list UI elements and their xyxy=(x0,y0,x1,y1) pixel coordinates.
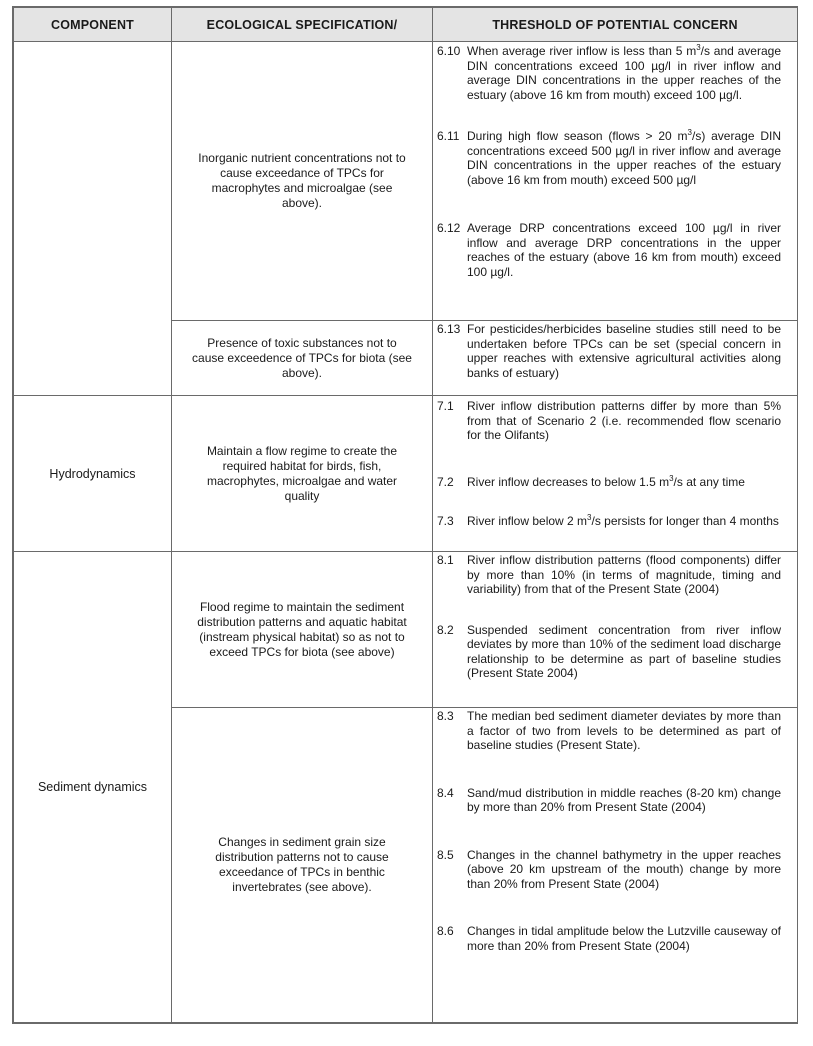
component-cell xyxy=(14,42,172,396)
tpc-text: Suspended sediment concentration from river inflow deviates by more than 10% of the sediment load discharge relationship to be determine as part of baseline studies (Present State 2004) xyxy=(467,622,781,680)
spec-cell: Flood regime to maintain the sediment distribution patterns and aquatic habitat (instream physical habitat) so as not to exceed TPCs for biota (see above) xyxy=(172,552,433,708)
tpc-number: 7.3 xyxy=(437,514,454,528)
tpc-number: 6.12 xyxy=(437,221,461,235)
tpc-text: River inflow below 2 $m^3/s$ persists for longer than 4 months xyxy=(467,513,779,528)
tpc-item xyxy=(433,322,797,380)
tpc-item xyxy=(433,623,797,681)
tpc-text: Average DRP concentrations exceed 100 µg/l in river inflow and average DRP concentrations in the upper reaches of the estuary (above 16 km from mouth) exceed 100 µg/l. xyxy=(467,221,781,279)
tpc-number: 8.6 xyxy=(437,924,454,938)
header-component: COMPONENT xyxy=(14,8,172,42)
tpc-number: 6.13 xyxy=(437,322,461,336)
tpc-cell xyxy=(433,552,798,708)
tpc-text: Changes in tidal amplitude below the Lutzville causeway of more than 20% from Present State (2004) xyxy=(467,924,781,953)
header-threshold: THRESHOLD OF POTENTIAL CONCERN xyxy=(433,8,798,42)
tpc-cell xyxy=(433,708,798,1023)
tpc-item xyxy=(433,848,797,892)
tpc-item xyxy=(433,44,797,102)
spec-cell: Presence of toxic substances not to cause exceedence of TPCs for biota (see above). xyxy=(172,321,433,396)
table-row xyxy=(14,42,798,321)
tpc-number: 6.11 xyxy=(437,129,460,143)
document-page xyxy=(12,6,798,1024)
tpc-cell xyxy=(433,321,798,396)
tpc-number: 8.5 xyxy=(437,847,454,862)
tpc-item xyxy=(433,924,797,953)
tpc-number: 7.1 xyxy=(437,399,454,413)
spec-cell: Inorganic nutrient concentrations not to cause exceedance of TPCs for macrophytes and microalgae (see above). xyxy=(172,42,433,321)
component-cell: Hydrodynamics xyxy=(14,396,172,552)
table-row xyxy=(14,552,798,708)
tpc-text: Sand/mud distribution in middle reaches (8-20 km) change by more than 20% from Present State (2004) xyxy=(467,785,781,814)
tpc-number: 8.4 xyxy=(437,785,454,800)
tpc-number: 6.10 xyxy=(437,44,461,58)
tpc-text: During high flow season (flows > 20 $m^3/s$) average DIN concentrations exceed 500 µg/l in river inflow and average DIN concentrations in the upper reaches of the estuary (above 16 km from mouth) exceed 500 µg/l xyxy=(467,128,781,187)
tpc-item xyxy=(433,399,797,443)
tpc-cell xyxy=(433,396,798,552)
spec-cell: Maintain a flow regime to create the required habitat for birds, fish, macrophytes, microalgae and water quality xyxy=(172,396,433,552)
header-specification: ECOLOGICAL SPECIFICATION/ xyxy=(172,8,433,42)
tpc-item xyxy=(433,129,797,187)
tpc-text: River inflow decreases to below 1.5 $m^3/s$ at any time xyxy=(467,473,745,489)
tpc-cell xyxy=(433,42,798,321)
tpc-table xyxy=(13,7,798,1023)
tpc-number: 8.3 xyxy=(437,709,454,723)
tpc-item xyxy=(433,786,797,815)
tpc-text: The median bed sediment diameter deviates by more than a factor of two from levels to be determined as part of baseline studies (Present State). xyxy=(467,709,781,752)
tpc-text: For pesticides/herbicides baseline studies still need to be undertaken before TPCs can be set (special concern in upper reaches with extensive agricultural activities along banks of estuary) xyxy=(467,322,781,380)
spec-cell: Changes in sediment grain size distribution patterns not to cause exceedance of TPCs in benthic invertebrates (see above). xyxy=(172,708,433,1023)
tpc-text: When average river inflow is less than 5 $m^3/s$ and average DIN concentrations exceed 100 µg/l in river inflow and average DIN concentrations in the upper reaches of the estuary (above 16 km from mouth) exceed 100 µg/l. xyxy=(467,43,781,102)
tpc-number: 8.2 xyxy=(437,622,454,637)
tpc-text: River inflow distribution patterns differ by more than 5% from that of Scenario 2 (i.e. recommended flow scenario for the Olifants) xyxy=(467,399,781,442)
tpc-item xyxy=(433,475,797,490)
tpc-number: 7.2 xyxy=(437,474,454,489)
tpc-item xyxy=(433,709,797,753)
tpc-text: River inflow distribution patterns (flood components) differ by more than 10% (in terms of magnitude, timing and variability) from that of the Present State (2004) xyxy=(467,553,781,596)
header-row xyxy=(14,8,798,42)
tpc-item xyxy=(433,553,797,597)
tpc-number: 8.1 xyxy=(437,553,454,567)
component-cell: Sediment dynamics xyxy=(14,552,172,1023)
table-row xyxy=(14,396,798,552)
tpc-text: Changes in the channel bathymetry in the upper reaches (above 20 km upstream of the mouth) change by more than 20% from Present State (2004) xyxy=(467,847,781,891)
tpc-item xyxy=(433,514,797,529)
tpc-item xyxy=(433,221,797,279)
